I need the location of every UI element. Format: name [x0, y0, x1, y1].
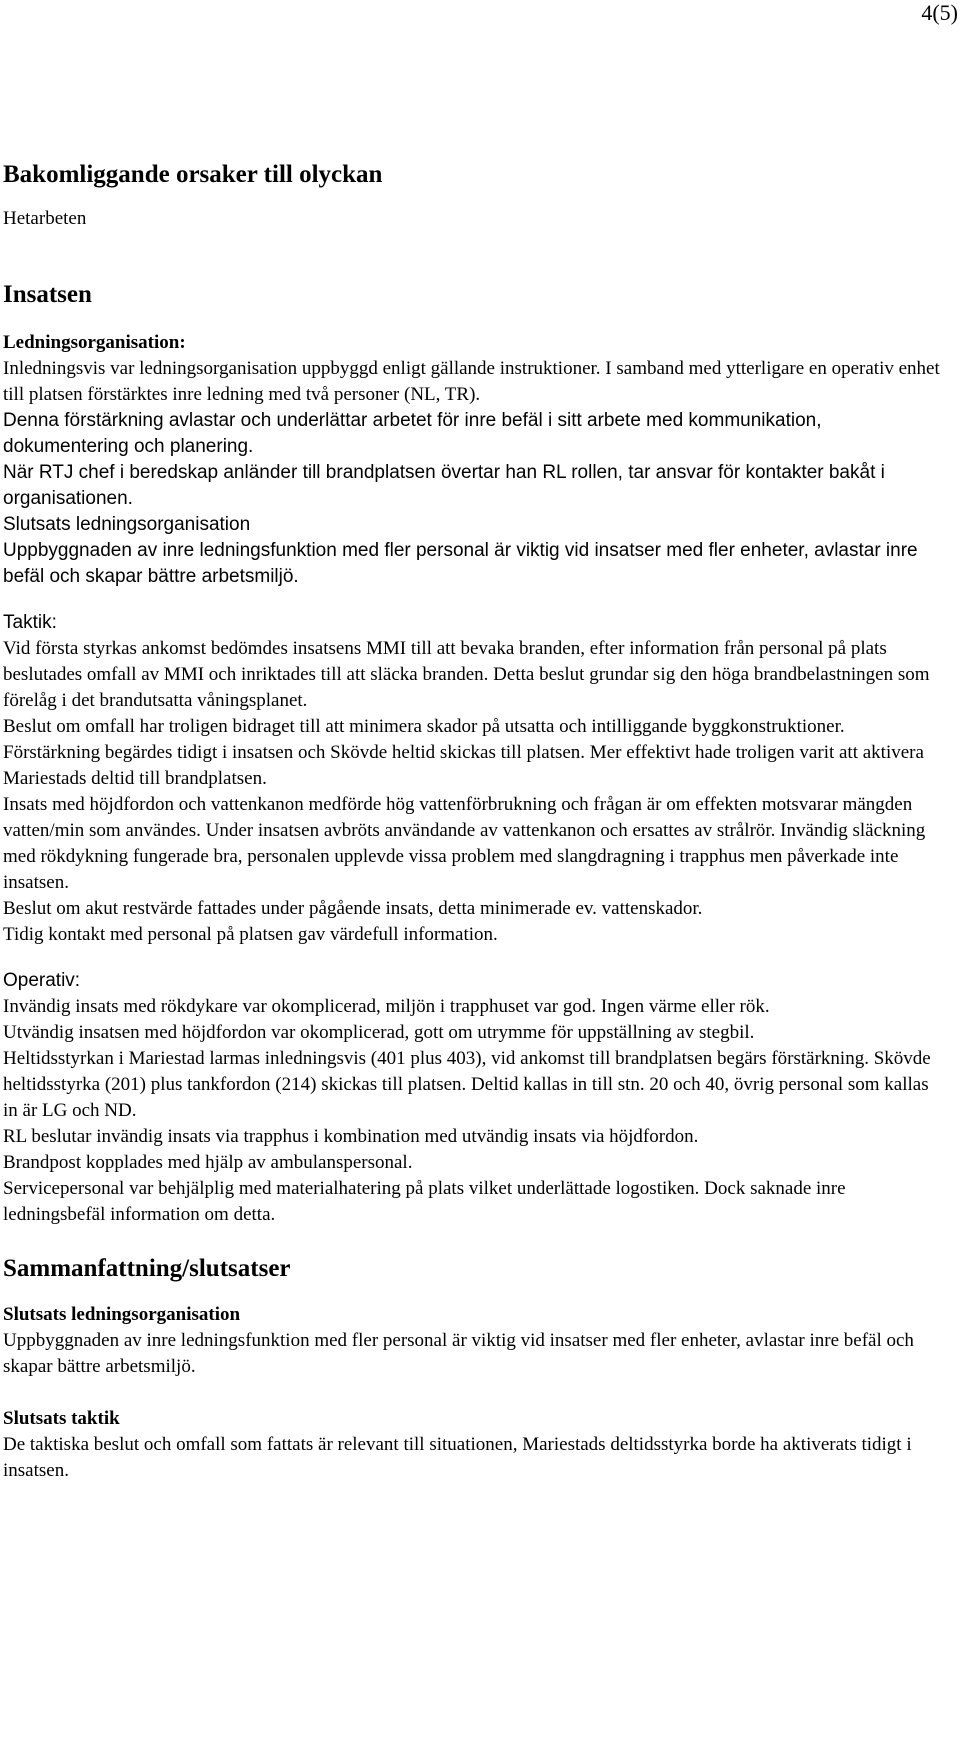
section-ledning — [3, 330, 943, 590]
summary-taktik-text: De taktiska beslut och omfall som fattats är relevant till situationen, Mariestads deltidsstyrka borde ha aktiverats tidigt i insatsen. — [3, 1434, 912, 1481]
ledning-conclusion-label: Slutsats ledningsorganisation — [3, 514, 251, 535]
section-operativ — [3, 968, 943, 1228]
taktik-paragraph-5: Beslut om akut restvärde fattades under pågående insats, detta minimerade ev. vattenskador. — [3, 898, 703, 919]
heading-summary: Sammanfattning/slutsatser — [3, 1255, 291, 1282]
taktik-paragraph-1: Vid första styrkas ankomst bedömdes insatsens MMI till att bevaka branden, efter information från personal på plats beslutades omfall av MMI och inriktades till att släcka branden. Detta beslut grundar sig den höga brandbelastningen som förelåg i det brandutsatta våningsplanet. — [3, 638, 930, 711]
taktik-paragraph-6: Tidig kontakt med personal på platsen gav värdefull information. — [3, 924, 498, 945]
section-summary-ledning — [3, 1302, 943, 1380]
ledning-conclusion-text: Uppbyggnaden av inre ledningsfunktion med fler personal är viktig vid insatser med fler enheter, avlastar inre befäl och skapar bättre arbetsmiljö. — [3, 540, 918, 587]
operativ-paragraph-5: Brandpost kopplades med hjälp av ambulanspersonal. — [3, 1152, 413, 1173]
summary-taktik-label: Slutsats taktik — [3, 1408, 120, 1429]
summary-ledning-text: Uppbyggnaden av inre ledningsfunktion med fler personal är viktig vid insatser med fler enheter, avlastar inre befäl och skapar bättre arbetsmiljö. — [3, 1330, 914, 1377]
ledning-paragraph-2: Denna förstärkning avlastar och underlättar arbetet för inre befäl i sitt arbete med kommunikation, dokumentering och planering. — [3, 410, 822, 457]
taktik-paragraph-2: Beslut om omfall har troligen bidraget till att minimera skador på utsatta och intilliggande byggkonstruktioner. — [3, 716, 845, 737]
taktik-paragraph-3: Förstärkning begärdes tidigt i insatsen och Skövde heltid skickas till platsen. Mer effektivt hade troligen varit att aktivera Mariestads deltid till brandplatsen. — [3, 742, 924, 789]
summary-ledning-label: Slutsats ledningsorganisation — [3, 1304, 241, 1325]
operativ-label: Operativ: — [3, 970, 81, 991]
section-summary-taktik — [3, 1406, 943, 1484]
taktik-paragraph-4: Insats med höjdfordon och vattenkanon medförde hög vattenförbrukning och frågan är om effekten motsvarar mängden vatten/min som användes. Under insatsen avbröts användande av vattenkanon och ersattes av strålrör. Invändig släckning med rökdykning fungerade bra, personalen upplevde vissa problem med slangdragning i trapphus men påverkade inte insatsen. — [3, 794, 926, 893]
causes-text: Hetarbeten — [3, 208, 87, 229]
heading-insatsen: Insatsen — [3, 281, 92, 308]
heading-causes: Bakomliggande orsaker till olyckan — [3, 161, 383, 188]
operativ-paragraph-3: Heltidsstyrkan i Mariestad larmas inledningsvis (401 plus 403), vid ankomst till brandplatsen begärs förstärkning. Skövde heltidsstyrka (201) plus tankfordon (214) skickas till platsen. Deltid kallas in till stn. 20 och 40, övrig personal som kallas in är LG och ND. — [3, 1048, 931, 1121]
section-taktik — [3, 610, 943, 948]
ledning-label: Ledningsorganisation: — [3, 332, 186, 353]
ledning-paragraph-3: När RTJ chef i beredskap anländer till brandplatsen övertar han RL rollen, tar ansvar för kontakter bakåt i organisationen. — [3, 462, 885, 509]
operativ-paragraph-6: Servicepersonal var behjälplig med materialhatering på plats vilket underlättade logostiken. Dock saknade inre ledningsbefäl information om detta. — [3, 1178, 846, 1225]
operativ-paragraph-4: RL beslutar invändig insats via trapphus i kombination med utvändig insats via höjdfordon. — [3, 1126, 699, 1147]
page-number: 4(5) — [921, 0, 958, 25]
document-body — [3, 160, 943, 1484]
taktik-label: Taktik: — [3, 612, 57, 633]
operativ-paragraph-2: Utvändig insatsen med höjdfordon var okomplicerad, gott om utrymme för uppställning av stegbil. — [3, 1022, 755, 1043]
operativ-paragraph-1: Invändig insats med rökdykare var okomplicerad, miljön i trapphuset var god. Ingen värme eller rök. — [3, 996, 770, 1017]
ledning-paragraph-1: Inledningsvis var ledningsorganisation uppbyggd enligt gällande instruktioner. I samband med ytterligare en operativ enhet till platsen förstärktes inre ledning med två personer (NL, TR). — [3, 358, 940, 405]
